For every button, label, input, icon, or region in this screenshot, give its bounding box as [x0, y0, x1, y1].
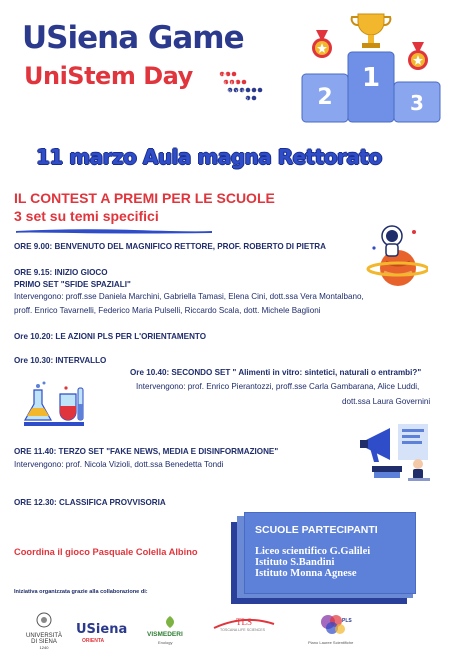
- chemistry-flasks-illustration: [20, 380, 88, 428]
- schedule-welcome: ORE 9.00: BENVENUTO DEL MAGNIFICO RETTORE, PROF. ROBERTO DI PIETRA: [14, 242, 326, 251]
- schedule-third-set: ORE 11.40: TERZO SET "FAKE NEWS, MEDIA E DISINFORMAZIONE": [14, 447, 279, 456]
- schedule-third-set-speakers: Intervengono: prof. Nicola Vizioli, dott.ssa Benedetta Tondi: [14, 460, 224, 469]
- usiena-logo-sub: ORIENTA: [82, 638, 105, 644]
- usiena-logo: USiena: [76, 622, 128, 637]
- astronaut-planet-illustration: [366, 222, 428, 290]
- school-item-2: Istituto S.Bandini: [255, 557, 335, 568]
- podium-second-number: 2: [317, 85, 333, 110]
- tls-logo-sub: TOSCANA LIFE SCIENCES: [220, 628, 266, 632]
- school-item-1: Liceo scientifico G.Galilei: [255, 546, 371, 557]
- podium-first-number: 1: [361, 63, 381, 93]
- schedule-first-set: PRIMO SET "SFIDE SPAZIALI": [14, 280, 131, 289]
- unisi-line2: DI SIENA: [31, 639, 57, 645]
- megaphone-illustration: [358, 420, 436, 486]
- vismederi-logo: VISMEDERI: [147, 631, 183, 638]
- schedule-first-set-speakers-1: Intervengono: proff.sse Daniela Marchini, Gabriella Tamasi, Elena Cini, dott.ssa Vera Montalbano,: [14, 292, 364, 301]
- medal-left-icon: [312, 30, 332, 58]
- schedule-second-set-speakers-1: Intervengono: prof. Enrico Pierantozzi, proff.sse Carla Gambarana, Alice Luddi,: [136, 382, 420, 391]
- pls-logo-sub: Piano Lauree Scientifiche: [308, 640, 354, 645]
- schedule-second-set-speakers-2: dott.ssa Laura Governini: [342, 397, 431, 406]
- unisi-seal-icon: [24, 612, 64, 628]
- schedule-ranking: ORE 12.30: CLASSIFICA PROVVISORIA: [14, 498, 166, 507]
- event-subtitle: UniStem Day: [24, 62, 193, 90]
- podium-illustration: [298, 8, 448, 126]
- school-item-3: Istituto Monna Agnese: [255, 568, 357, 579]
- schedule-break: Ore 10.30: INTERVALLO: [14, 356, 107, 365]
- pls-circles-icon: [318, 612, 348, 638]
- schedule-start-game: ORE 9.15: INIZIO GIOCO: [14, 268, 108, 277]
- unistem-logo-line3: D A Y 2 0: [228, 89, 245, 93]
- vismederi-logo-sub: Enology: [158, 640, 173, 645]
- unisi-logo: [24, 612, 64, 652]
- unistem-logo-line4: 2 4: [246, 97, 252, 101]
- pls-logo: PLS: [342, 618, 352, 624]
- medal-right-icon: [408, 42, 428, 70]
- tls-logo: TLS: [236, 617, 253, 627]
- unistem-logo-line1: U N I: [219, 73, 228, 77]
- unistem-day-logo: [218, 68, 284, 116]
- collaboration-text: Iniziativa organizzata grazie alla collaborazione di:: [14, 589, 148, 595]
- trophy-icon: [352, 14, 391, 48]
- event-title: USiena Game: [22, 20, 244, 56]
- contest-subtitle: 3 set su temi specifici: [14, 208, 159, 224]
- coordinator-text: Coordina il gioco Pasquale Colella Albino: [14, 547, 198, 557]
- podium-third-number: 3: [410, 91, 424, 115]
- schools-title: SCUOLE PARTECIPANTI: [255, 524, 378, 536]
- unisi-line1: UNIVERSITÀ: [25, 633, 62, 639]
- unistem-logo-line2: S T E M: [224, 81, 237, 85]
- contest-title: IL CONTEST A PREMI PER LE SCUOLE: [14, 190, 275, 206]
- schedule-second-set: Ore 10.40: SECONDO SET " Alimenti in vitro: sintetici, naturali o entrambi?": [130, 368, 422, 377]
- schedule-first-set-speakers-2: proff. Enrico Tavarnelli, Federico Maria Pulselli, Riccardo Scala, dott. Michele Baglioni: [14, 306, 321, 315]
- vismederi-leaf-icon: [158, 614, 182, 630]
- brush-stroke-divider: [14, 226, 214, 236]
- schedule-pls: Ore 10.20: LE AZIONI PLS PER L'ORIENTAMENTO: [14, 332, 207, 341]
- date-location: 11 marzo Aula magna Rettorato: [36, 145, 382, 169]
- unisi-line3: 1240: [39, 645, 49, 650]
